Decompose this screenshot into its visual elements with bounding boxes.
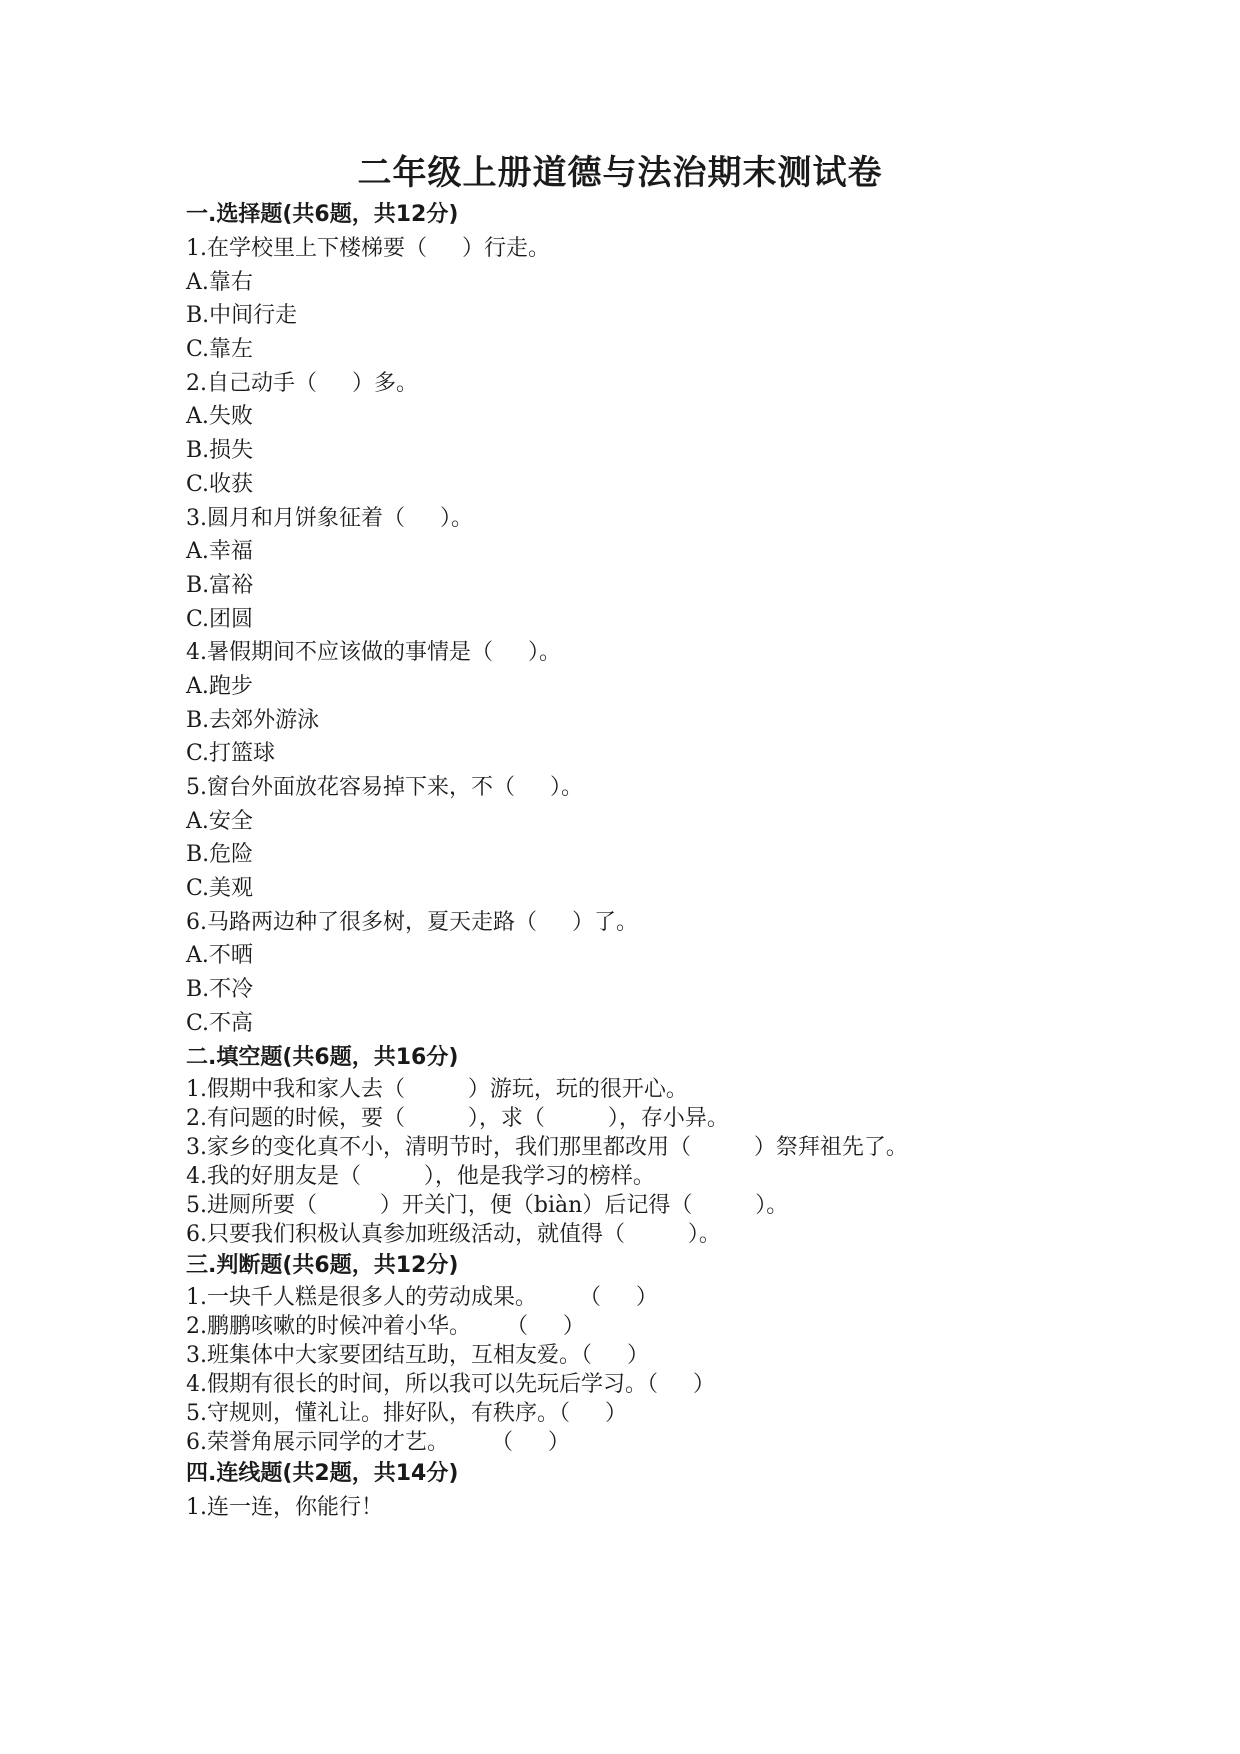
option-line: C.美观 — [186, 876, 254, 902]
question-line: 3.圆月和月饼象征着（ ）。 — [186, 505, 473, 531]
question-line: 5.守规则，懂礼让。排好队，有秩序。（ ） — [186, 1400, 627, 1426]
section-matching — [186, 1457, 1166, 1525]
option-line: C.靠左 — [186, 337, 254, 363]
option-line: A.幸福 — [186, 539, 253, 565]
section-multiple-choice — [186, 198, 1166, 1041]
question-line: 6.马路两边种了很多树，夏天走路（ ）了。 — [186, 909, 638, 935]
question-line: 4.暑假期间不应该做的事情是（ ）。 — [186, 640, 561, 666]
option-line: A.不晒 — [186, 943, 253, 969]
option-line: C.收获 — [186, 471, 254, 497]
question-line: 5.进厕所要（ ）开关门，便（biàn）后记得（ ）。 — [186, 1192, 789, 1218]
option-line: A.安全 — [186, 808, 253, 834]
question-line: 1.连一连，你能行！ — [186, 1494, 383, 1520]
question-line: 2.自己动手（ ）多。 — [186, 370, 418, 396]
section-heading-matching: 四.连线题(共2题，共14分) — [186, 1460, 459, 1486]
question-line: 1.一块千人糕是很多人的劳动成果。 （ ） — [186, 1284, 658, 1310]
question-line: 5.窗台外面放花容易掉下来，不（ ）。 — [186, 775, 583, 800]
question-line: 3.家乡的变化真不小，清明节时，我们那里都改用（ ）祭拜祖先了。 — [186, 1134, 908, 1160]
option-line: A.靠右 — [186, 269, 253, 295]
question-line: 4.我的好朋友是（ ），他是我学习的榜样。 — [186, 1163, 655, 1189]
option-line: B.危险 — [186, 842, 254, 868]
option-line: C.团圆 — [186, 606, 254, 632]
question-line: 6.荣誉角展示同学的才艺。 （ ） — [186, 1429, 570, 1455]
option-line: B.去郊外游泳 — [186, 707, 320, 733]
page-title: 二年级上册道德与法治期末测试卷 — [357, 153, 883, 193]
option-line: C.不高 — [186, 1010, 254, 1036]
question-line: 2.有问题的时候，要（ ），求（ ），存小异。 — [186, 1105, 729, 1131]
option-line: B.中间行走 — [186, 303, 298, 329]
section-heading-fill-in-blank: 二.填空题(共6题，共16分) — [186, 1044, 459, 1070]
section-heading-multiple-choice: 一.选择题(共6题，共12分) — [186, 202, 459, 227]
question-line: 2.鹏鹏咳嗽的时候冲着小华。 （ ） — [186, 1313, 585, 1339]
option-line: B.富裕 — [186, 572, 254, 598]
question-line: 1.在学校里上下楼梯要（ ）行走。 — [186, 236, 550, 261]
section-true-false — [186, 1249, 1166, 1457]
section-fill-in-blank — [186, 1041, 1166, 1249]
exam-content — [186, 198, 1166, 1524]
question-line: 6.只要我们积极认真参加班级活动，就值得（ ）。 — [186, 1221, 721, 1247]
option-line: B.不冷 — [186, 977, 254, 1003]
question-line: 4.假期有很长的时间，所以我可以先玩后学习。（ ） — [186, 1371, 715, 1397]
section-heading-true-false: 三.判断题(共6题，共12分) — [186, 1252, 459, 1278]
option-line: A.跑步 — [186, 673, 253, 699]
question-line: 3.班集体中大家要团结互助，互相友爱。（ ） — [186, 1342, 649, 1368]
option-line: A.失败 — [186, 404, 253, 430]
option-line: B.损失 — [186, 438, 254, 464]
option-line: C.打篮球 — [186, 741, 276, 767]
question-line: 1.假期中我和家人去（ ）游玩，玩的很开心。 — [186, 1076, 688, 1102]
